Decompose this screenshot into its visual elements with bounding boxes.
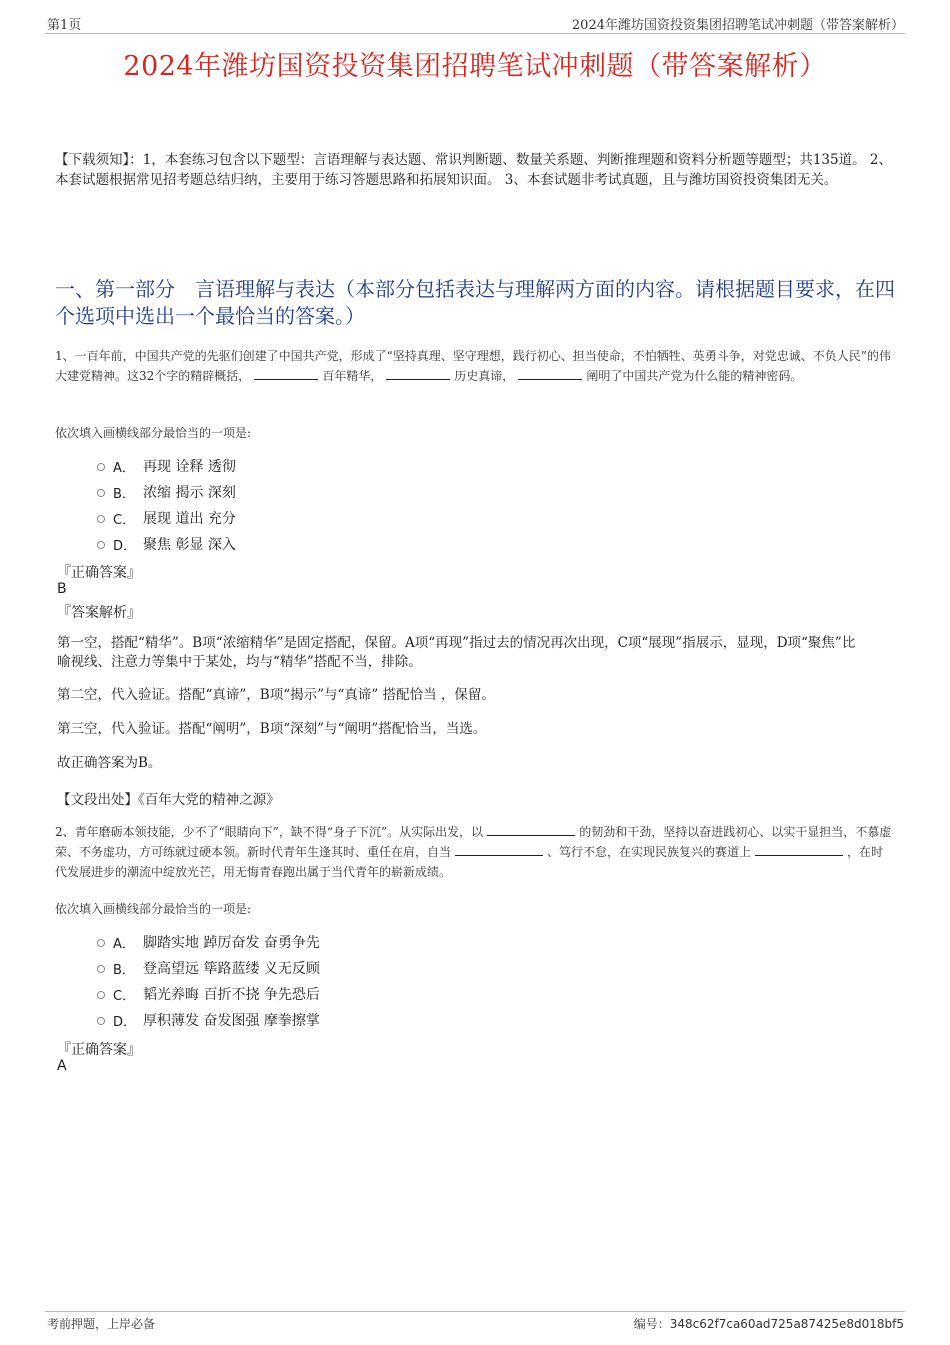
q2-text-part-b: 的韧劲和干劲，坚持以奋进践初心、以实干显担当，不慕虚荣、不务虚功，方可练就过硬本领。新时代青年生逢其时、重任在肩，自当 xyxy=(55,825,892,859)
q2-option-a[interactable] xyxy=(97,932,320,952)
question-1-text xyxy=(55,346,895,386)
q1-text-part-a: 1、一百年前，中国共产党的先驱们创建了中国共产党，形成了“坚持真理、坚守理想，践行初心、担当使命，不怕牺牲、英勇斗争，对党忠诚、不负人民”的伟大建党精神。这32个字的精辟概括， xyxy=(55,349,891,383)
question-2-text xyxy=(55,822,895,882)
option-letter: D． xyxy=(113,538,137,554)
option-text: 登高望远 筚路蓝缕 义无反顾 xyxy=(143,961,320,977)
q1-answer: B xyxy=(57,581,67,597)
option-letter: D． xyxy=(113,1014,137,1030)
option-text: 韬光养晦 百折不挠 争先恐后 xyxy=(143,987,320,1003)
q1-analysis-para-1: 第一空，搭配“精华”。B项“浓缩精华”是固定搭配，保留。A项“再现”指过去的情况再次出现，C项“展现”指展示，显现，D项“聚焦”比喻视线、注意力等集中于某处，均与“精华”搭配不当，排除。 xyxy=(57,635,856,670)
option-text: 再现 诠释 透彻 xyxy=(143,459,236,475)
q2-option-c[interactable] xyxy=(97,984,320,1004)
q2-text-part-a: 2、青年磨砺本领技能，少不了“眼睛向下”，缺不得“身子下沉”。从实际出发，以 xyxy=(55,825,484,839)
footer-slogan: 考前押题，上岸必备 xyxy=(47,1317,156,1331)
option-letter: A． xyxy=(113,936,135,952)
option-letter: B． xyxy=(113,486,135,502)
radio-icon[interactable] xyxy=(97,489,105,497)
q1-option-c[interactable] xyxy=(97,508,236,528)
q2-option-b[interactable] xyxy=(97,958,320,978)
document-title: 2024年潍坊国资投资集团招聘笔试冲刺题（带答案解析） xyxy=(123,51,827,82)
q1-prompt: 依次填入画横线部分最恰当的一项是: xyxy=(55,426,252,440)
download-notice: 【下载须知】：1，本套练习包含以下题型：言语理解与表达题、常识判断题、数量关系题、判断推理题和资料分析题等题型；共135道。 2、本套试题根据常见招考题总结归纳，主要用于练习答题思路和拓展知识面。 3、本套试题非考试真题，且与潍坊国资投资集团无关。 xyxy=(55,152,892,188)
option-letter: C． xyxy=(113,988,136,1004)
radio-icon[interactable] xyxy=(97,939,105,947)
q1-answer-label: 『正确答案』 xyxy=(57,565,141,581)
option-letter: C． xyxy=(113,512,136,528)
option-text: 聚焦 彰显 深入 xyxy=(143,537,236,553)
q2-blank-1 xyxy=(487,823,575,836)
option-letter: B． xyxy=(113,962,135,978)
option-text: 展现 道出 充分 xyxy=(143,511,236,527)
q2-blank-3 xyxy=(755,843,843,856)
q2-answer: A xyxy=(57,1058,67,1074)
q1-analysis-para-2: 第二空，代入验证。搭配“真谛”，B项“揭示”与“真谛” 搭配恰当 ，保留。 xyxy=(57,687,495,703)
footer-code-label: 编号： xyxy=(633,1317,670,1331)
q1-analysis-label: 『答案解析』 xyxy=(57,605,141,621)
q1-blank-1 xyxy=(254,367,318,380)
q2-option-d[interactable] xyxy=(97,1010,320,1030)
radio-icon[interactable] xyxy=(97,541,105,549)
radio-icon[interactable] xyxy=(97,991,105,999)
q1-analysis-para-4: 故正确答案为B。 xyxy=(57,755,162,771)
option-letter: A． xyxy=(113,460,135,476)
q2-blank-2 xyxy=(455,843,543,856)
footer-divider xyxy=(45,1311,905,1312)
header-doc-title: 2024年潍坊国资投资集团招聘笔试冲刺题（带答案解析） xyxy=(571,18,904,33)
radio-icon[interactable] xyxy=(97,463,105,471)
radio-icon[interactable] xyxy=(97,1017,105,1025)
footer-code-value: 348c62f7ca60ad725a87425e8d018bf5 xyxy=(669,1317,904,1331)
q1-blank-2 xyxy=(386,367,450,380)
q2-text-part-d: ，在时代发展进步的潮流中绽放光芒，用无悔青春跑出属于当代青年的崭新成绩。 xyxy=(55,845,884,879)
footer-code xyxy=(634,1315,904,1332)
q1-option-d[interactable] xyxy=(97,534,236,554)
q2-answer-label: 『正确答案』 xyxy=(57,1042,141,1058)
q1-text-part-d: 阐明了中国共产党为什么能的精神密码。 xyxy=(586,369,803,383)
q1-analysis-para-3: 第三空，代入验证。搭配“阐明”，B项“深刻”与“阐明”搭配恰当，当选。 xyxy=(57,721,487,737)
option-text: 浓缩 揭示 深刻 xyxy=(143,485,236,501)
q1-blank-3 xyxy=(518,367,582,380)
option-text: 厚积薄发 奋发图强 摩拳擦掌 xyxy=(143,1013,320,1029)
page-number: 第1页 xyxy=(47,18,82,33)
q2-text-part-c: 、笃行不怠，在实现民族复兴的赛道上 xyxy=(547,845,752,859)
q1-option-a[interactable] xyxy=(97,456,236,476)
q2-prompt: 依次填入画横线部分最恰当的一项是: xyxy=(55,902,252,916)
section-title: 一、第一部分 言语理解与表达（本部分包括表达与理解两方面的内容。请根据题目要求，在四个选项中选出一个最恰当的答案。） xyxy=(55,277,895,328)
q1-source: 【文段出处】《百年大党的精神之源》 xyxy=(57,792,280,808)
option-text: 脚踏实地 踔厉奋发 奋勇争先 xyxy=(143,935,320,951)
header-divider xyxy=(45,33,905,34)
q1-text-part-b: 百年精华， xyxy=(322,369,383,383)
radio-icon[interactable] xyxy=(97,515,105,523)
q1-text-part-c: 历史真谛， xyxy=(454,369,515,383)
q1-option-b[interactable] xyxy=(97,482,236,502)
radio-icon[interactable] xyxy=(97,965,105,973)
